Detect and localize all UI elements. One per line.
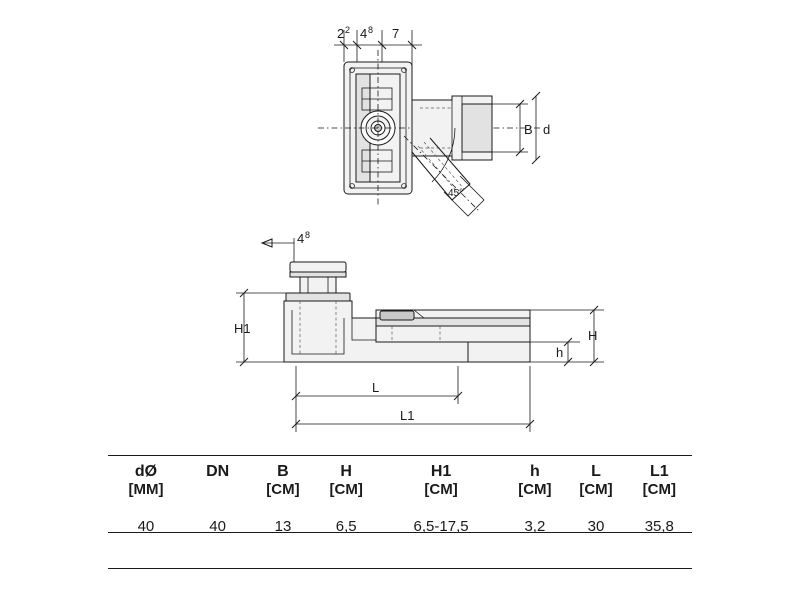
col-unit-l: [CM] <box>579 481 613 498</box>
dim-label-4: 4 <box>360 26 368 41</box>
dim-label-d: d <box>543 122 551 137</box>
col-header-b: B <box>277 463 289 480</box>
dim-label-H: H <box>588 328 598 343</box>
dim-label-4-side: 4 <box>297 231 305 246</box>
dim-label-B: B <box>524 122 533 137</box>
col-header-l1: L1 <box>649 463 669 480</box>
table-row <box>108 509 692 543</box>
table-header-row <box>108 455 692 481</box>
dim-label-2: 2 <box>337 26 345 41</box>
col-header-h-small: h <box>529 463 540 480</box>
cell-h1: 6,5-17,5 <box>413 517 469 535</box>
dim-label-L: L <box>372 380 380 395</box>
dim-L <box>292 366 462 404</box>
cell-h-small: 3,2 <box>524 517 546 535</box>
table-rule-bottom <box>108 568 692 569</box>
dim-label-2-sup: 2 <box>345 25 351 35</box>
col-header-dn: DN <box>206 463 230 480</box>
dim-label-L1: L1 <box>400 408 415 423</box>
cell-l: 30 <box>587 517 605 535</box>
trap-housing <box>284 301 530 362</box>
col-unit-b: [CM] <box>266 481 300 498</box>
spec-table <box>108 455 692 543</box>
col-header-h: H <box>340 463 352 480</box>
table-unit-row <box>108 481 692 509</box>
dim-label-h: h <box>556 345 564 360</box>
dim-label-4-sup: 8 <box>368 25 374 35</box>
col-unit-h1: [CM] <box>424 481 458 498</box>
dim-label-45deg: 45° <box>448 188 464 199</box>
col-header-h1: H1 <box>430 463 452 480</box>
col-unit-dn <box>184 481 251 509</box>
cell-dn: 40 <box>209 517 226 535</box>
col-unit-d: [MM] <box>128 481 164 498</box>
cell-b: 13 <box>274 517 292 535</box>
col-header-l: L <box>591 463 601 480</box>
top-view-group <box>318 25 550 216</box>
cell-d: 40 <box>137 517 155 535</box>
col-unit-h: [CM] <box>329 481 363 498</box>
dim-label-7: 7 <box>392 26 400 41</box>
side-view-group <box>234 230 604 432</box>
strainer-cap <box>286 262 350 301</box>
col-header-d: dØ <box>134 463 158 480</box>
cell-h: 6,5 <box>335 517 357 535</box>
col-unit-h-small: [CM] <box>518 481 552 498</box>
cell-l1: 35,8 <box>644 517 674 535</box>
dim-H <box>530 306 604 366</box>
dim-label-4-side-sup: 8 <box>305 230 311 240</box>
dim-label-H1: H1 <box>234 321 251 336</box>
col-unit-l1: [CM] <box>642 481 676 498</box>
dim-L1 <box>292 366 534 432</box>
dim-H1 <box>234 289 286 366</box>
